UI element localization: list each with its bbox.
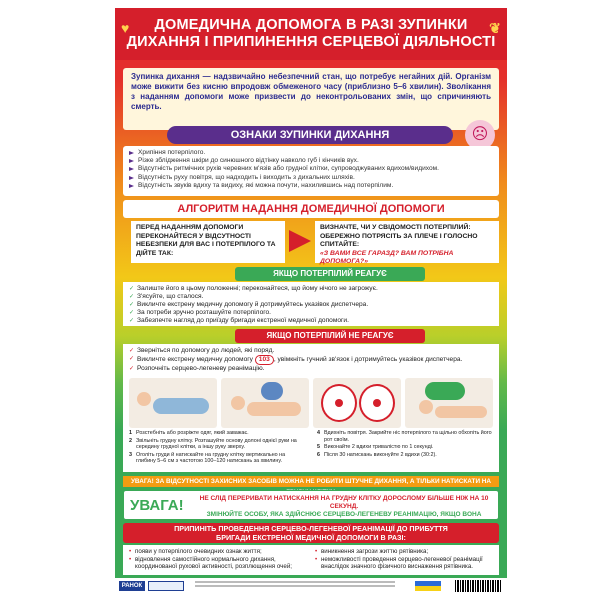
page-title — [115, 8, 507, 60]
list-item: 2 Звільніть грудну клітку. Розташуйте основу долоні однієї руки на середину грудної клітки, а іншу руку зверху. — [129, 438, 305, 451]
list-item: ✓ За потреби зручно розташуйте потерпілого. — [129, 309, 493, 317]
title-line-2: ДИХАННЯ І ПРИПИНЕННЯ СЕРЦЕВОЇ ДІЯЛЬНОСТІ — [126, 34, 496, 50]
chest-compression-diagram — [321, 384, 357, 422]
rescuer-body — [425, 382, 465, 400]
illustration-hand-position — [221, 378, 309, 428]
list-item: Різке зблідження шкіри до синюшного відтінку навколо губ і кінчиків вух. — [129, 157, 493, 165]
reacts-heading: ЯКЩО ПОТЕРПІЛИЙ РЕАГУЄ — [235, 267, 425, 281]
algorithm-heading: АЛГОРИТМ НАДАННЯ ДОМЕДИЧНОЇ ДОПОМОГИ — [123, 200, 499, 218]
list-item: 6 Після 30 натискань виконуйте 2 вдихи (30:2). — [317, 452, 493, 459]
illustration-open-clothes — [129, 378, 217, 428]
barcode-icon — [455, 580, 501, 592]
list-item: ✓ Викличте екстрену медичну допомогу й дотримуйтесь указівок диспетчера. — [129, 301, 493, 309]
before-help-box: ПЕРЕД НАДАННЯМ ДОПОМОГИ ПЕРЕКОНАЙТЕСЯ У ВІДСУТНОСТІ НЕБЕЗПЕКИ ДЛЯ ВАС І ПОТЕРПІЛОГО ТА ДІЙТЕ ТАК: — [131, 221, 285, 263]
illustration-rescue-breaths — [405, 378, 493, 428]
illustration-compressions — [313, 378, 401, 428]
rescuer-arms — [261, 382, 283, 400]
list-item: ✓ Розпочніть серцево-легеневу реанімацію. — [129, 365, 493, 373]
list-item: • неможливості проведення серцево-легеневої реанімації внаслідок значного фізичного виснаження рятівника. — [315, 556, 495, 571]
list-item: 1 Розстебніть або розріжте одяг, який заважає. — [129, 430, 305, 437]
stop-list-left — [129, 548, 309, 571]
reacts-list — [123, 282, 499, 326]
attention-line-1: НЕ СЛІД ПЕРЕРИВАТИ НАТИСКАННЯ НА ГРУДНУ КЛІТКУ ДОРОСЛОМУ БІЛЬШЕ НІЖ НА 10 СЕКУНД. — [199, 495, 489, 510]
list-item — [129, 355, 493, 365]
stop-heading-line-2: БРИГАДИ ЕКСТРЕНОЇ МЕДИЧНОЇ ДОПОМОГИ В РАЗІ: — [216, 533, 406, 542]
list-item: ✓ З'ясуйте, що сталося. — [129, 293, 493, 301]
made-in-ukraine-icon — [415, 581, 441, 591]
stop-list-right — [315, 548, 495, 571]
list-item: • відновлення самостійного нормального дихання, координованої рухової активності, розплющення очей; — [129, 556, 309, 571]
cpr-steps-right — [317, 430, 493, 459]
intro-text: Зупинка дихання — надзвичайно небезпечний стан, що потребує негайних дій. Організм може вижити без кисню впродовж обмеженого часу (приблизно 5–6 хвилин). Зволікання з наданням допомоги може призвести до неконтрольованих змін, що спричиняють смерть. — [123, 68, 499, 130]
list-item: 5 Виконайте 2 вдихи тривалістю по 1 секунді. — [317, 444, 493, 451]
attention-label: УВАГА! — [130, 497, 184, 514]
emergency-number-badge: 103 — [255, 355, 274, 365]
step2-text-a: Викличте екстрену медичну допомогу — [137, 356, 253, 363]
signs-list — [123, 146, 499, 196]
list-item: ✓ Забезпечте нагляд до приїзду бригади екстреної медичної допомоги. — [129, 317, 493, 325]
list-item: Відсутність ритмічних рухів черевних м'язів або грудної клітки, супроводжуваних вдихом/видихом. — [129, 165, 493, 173]
list-item: ✓ Зверніться по допомогу до людей, які поряд. — [129, 347, 493, 355]
poster — [115, 8, 507, 594]
lungs-icon: ❦ — [489, 20, 501, 36]
heart-icon: ♥ — [121, 20, 130, 36]
check-text: ВИЗНАЧТЕ, ЧИ У СВІДОМОСТІ ПОТЕРПІЛИЙ: ОБЕРЕЖНО ПОТРЯСІТЬ ЗА ПЛЕЧЕ І ГОЛОСНО СПИТАЙТЕ: — [320, 224, 478, 248]
list-item: • появи у потерпілого очевидних ознак життя; — [129, 548, 309, 556]
title-line-1: ДОМЕДИЧНА ДОПОМОГА В РАЗІ ЗУПИНКИ — [154, 17, 468, 33]
noreact-section — [123, 344, 499, 472]
stop-conditions — [123, 545, 499, 575]
person-body — [153, 398, 209, 414]
series-logo — [148, 581, 184, 591]
footer — [115, 578, 507, 594]
breathing-person-icon: ☹ — [465, 120, 495, 150]
noreact-steps — [129, 347, 493, 373]
list-item: • виникнення загрози життю рятівника; — [315, 548, 495, 556]
signs-heading: ОЗНАКИ ЗУПИНКИ ДИХАННЯ — [167, 126, 453, 144]
person-body — [247, 402, 301, 416]
list-item: Хрипіння потерпілого. — [129, 149, 493, 157]
person-head — [231, 396, 245, 410]
list-item: 3 Оголіть груди й натискайте на грудну клітку вертикально на глибину 5–6 см з частотою 100–120 натискань за хвилину. — [129, 452, 305, 465]
list-item: ✓ Залиште його в цьому положенні; переконайтеся, що йому нічого не загрожує. — [129, 285, 493, 293]
attention-box — [123, 490, 499, 520]
stop-heading — [123, 523, 499, 543]
person-head — [419, 400, 433, 414]
check-consciousness-box — [315, 221, 499, 263]
person-body — [435, 406, 487, 418]
check-question: «З ВАМИ ВСЕ ГАРАЗД? ВАМ ПОТРІБНА ДОПОМОГА?» — [320, 249, 454, 265]
list-item: Відсутність звуків вдиху та видиху, які можна почути, нахилившись над потерпілим. — [129, 182, 493, 190]
fine-print — [195, 581, 395, 591]
warning-strip: УВАГА! ЗА ВІДСУТНОСТІ ЗАХИСНИХ ЗАСОБІВ МОЖНА НЕ РОБИТИ ШТУЧНЕ ДИХАННЯ, А ТІЛЬКИ НАТИСКАТИ НА — [123, 476, 499, 487]
arrow-right-icon — [289, 230, 311, 252]
list-item: 4 Вдихніть повітря. Закрийте ніс потерпілого та щільно обхопіть його рот своїм. — [317, 430, 493, 443]
cpr-illustrations — [129, 378, 493, 428]
person-head — [137, 392, 151, 406]
noreact-heading: ЯКЩО ПОТЕРПІЛИЙ НЕ РЕАГУЄ — [235, 329, 425, 343]
cpr-steps-left — [129, 430, 305, 466]
publisher-logo: РАНОК — [119, 581, 145, 591]
step2-text-b: , увімкніть гучний зв'язок і дотримуйтесь указівок диспетчера. — [273, 356, 463, 363]
chest-compression-diagram — [359, 384, 395, 422]
attention-line-2: ЗМІНЮЙТЕ ОСОБУ, ЯКА ЗДІЙСНЮЄ СЕРЦЕВО-ЛЕГЕНЕВУ РЕАНІМАЦІЮ, ЯКЩО ВОНА — [206, 511, 482, 518]
stop-heading-line-1: ПРИПИНІТЬ ПРОВЕДЕННЯ СЕРЦЕВО-ЛЕГЕНЕВОЇ РЕАНІМАЦІЇ ДО ПРИБУТТЯ — [174, 524, 448, 533]
list-item: Відсутність руху повітря, що надходить і виходить з дихальних шляхів. — [129, 174, 493, 182]
